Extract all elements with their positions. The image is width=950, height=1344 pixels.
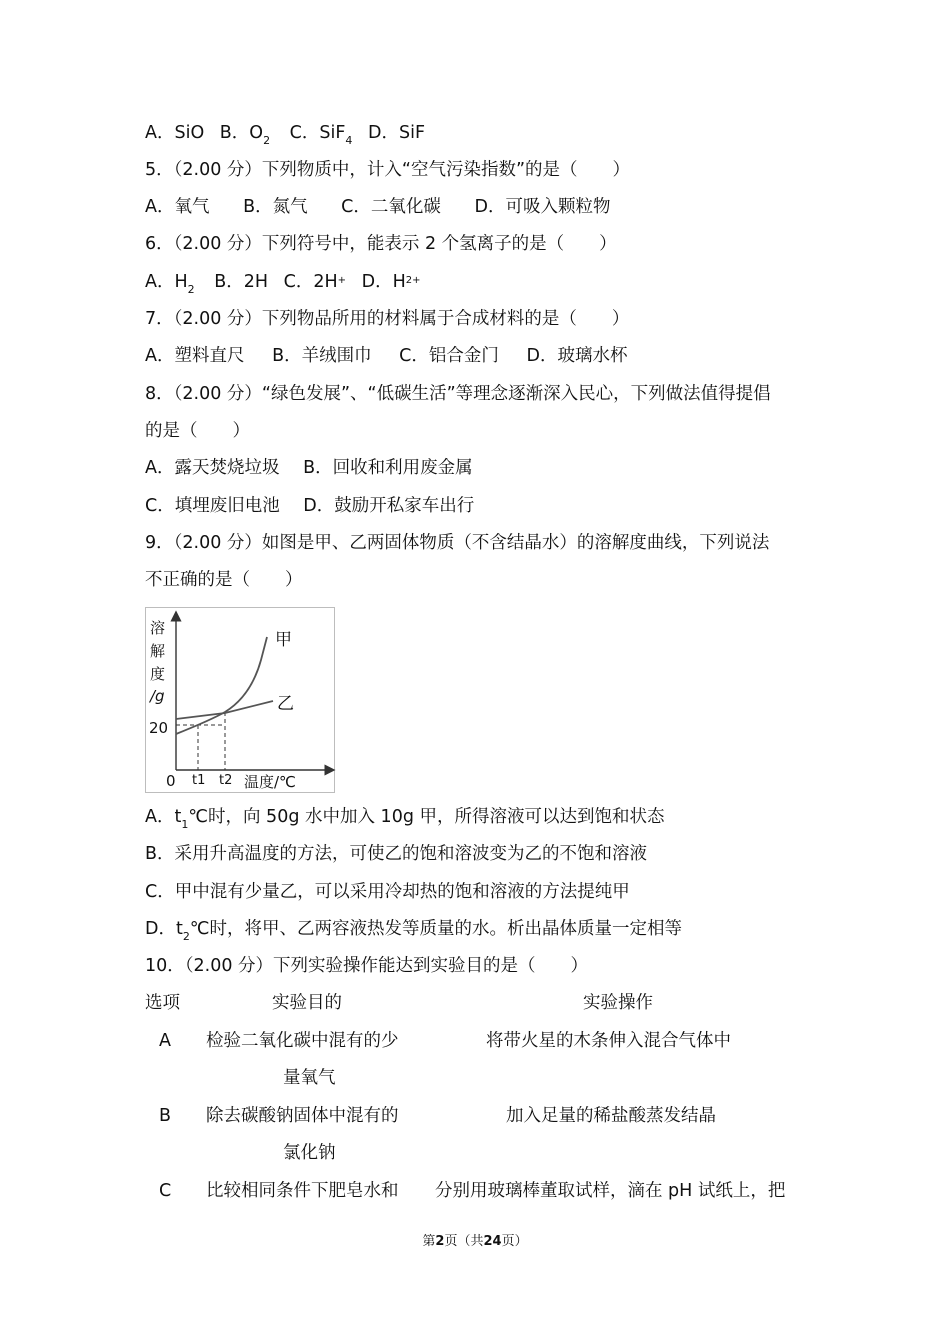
q4-option-b: B．O (219, 123, 264, 143)
q6-option-d-sup: 2+ (405, 275, 421, 286)
q10-row-b-option: B (159, 1106, 172, 1126)
q10-row-b-goal-line2: 氯化钠 (283, 1143, 336, 1163)
x-label: 温度/℃ (244, 773, 296, 791)
q8-option-b: B．回收和利用废金属 (303, 458, 473, 478)
q9-option-d (145, 917, 682, 943)
q10-row-c-operation: 分别用玻璃棒董取试样，滴在 pH 试纸上，把 (435, 1181, 786, 1201)
footer-total-pages: 24 (483, 1234, 502, 1249)
footer-pre: 第 (422, 1234, 436, 1249)
q6-option-a: A．H (145, 272, 188, 292)
q5-option-b: B．氮气 (243, 197, 308, 217)
q10-row-b-goal-line1: 除去碳酸钠固体中混有的 (206, 1106, 399, 1126)
q10-row-c-option: C (159, 1181, 172, 1201)
q9-option-d-pre: D．t (145, 919, 183, 939)
q4-option-a: A．SiO (145, 123, 205, 143)
curve-yi (176, 701, 273, 719)
solubility-curve-svg (146, 608, 336, 794)
q9-option-a-post: ℃时，向 50g 水中加入 10g 甲，所得溶液可以达到饱和状态 (188, 807, 665, 827)
y-label-unit: /g (150, 687, 165, 705)
q7-option-b: B．羊绒围巾 (272, 346, 372, 366)
q6-option-c-sup: + (337, 275, 347, 286)
q7-option-d: D．玻璃水杯 (526, 346, 628, 366)
q7-option-c: C．铝合金门 (399, 346, 499, 366)
q5-options (145, 195, 610, 219)
q8-stem-line1: 8．（2.00 分）“绿色发展”、“低碳生活”等理念逐渐深入民心，下列做法值得提倡 (145, 384, 771, 404)
curve-jia-label: 甲 (275, 630, 292, 650)
q8-option-d: D．鼓励开私家车出行 (303, 496, 475, 516)
q4-option-d: D．SiF (368, 123, 426, 143)
page-footer (0, 1230, 950, 1249)
q6-option-d: D．H (361, 272, 406, 292)
q10-row-c-goal-line1: 比较相同条件下肥皂水和 (206, 1181, 399, 1201)
curve-yi-label: 乙 (277, 694, 294, 714)
q6-stem: 6．（2.00 分）下列符号中，能表示 2 个氢离子的是（ ） (145, 234, 617, 254)
q10-row-a-option: A (159, 1031, 171, 1051)
q9-option-a-sub: 1 (181, 818, 189, 831)
q4-option-c-sub: 4 (345, 134, 353, 147)
q4-option-c: C．SiF (289, 123, 346, 143)
q5-stem: 5．（2.00 分）下列物质中，计入“空气污染指数”的是（ ） (145, 160, 631, 180)
q5-option-c: C．二氧化碳 (341, 197, 441, 217)
q8-options-row1 (145, 456, 473, 480)
q10-header-operation: 实验操作 (583, 993, 653, 1013)
x-tick-t1: t1 (192, 773, 206, 788)
q9-stem-line2: 不正确的是（ ） (145, 570, 303, 590)
q6-option-a-sub: 2 (187, 283, 195, 296)
y-tick-20: 20 (149, 719, 169, 737)
q10-row-a-goal-line1: 检验二氧化碳中混有的少 (206, 1031, 399, 1051)
q4-options (145, 121, 425, 147)
q6-options (145, 270, 420, 297)
y-label-2: 解 (150, 642, 166, 660)
solubility-curve-figure (145, 607, 335, 793)
q5-option-a: A．氧气 (145, 197, 210, 217)
q9-option-d-sub: 2 (182, 930, 190, 943)
q6-option-c: C．2H (283, 272, 338, 292)
footer-mid: 页（共 (444, 1234, 484, 1249)
footer-page-number: 2 (435, 1234, 445, 1249)
q6-option-b: B．2H (214, 272, 269, 292)
q9-option-c: C．甲中混有少量乙，可以采用冷却热的饱和溶液的方法提纯甲 (145, 882, 630, 902)
footer-post: 页） (501, 1234, 528, 1249)
q10-header-option: 选项 (145, 993, 180, 1013)
x-origin: 0 (166, 772, 176, 790)
q10-row-a-goal-line2: 量氧气 (283, 1068, 336, 1088)
q9-option-a (145, 805, 665, 831)
q9-option-d-post: ℃时，将甲、乙两容液热发等质量的水。析出晶体质量一定相等 (189, 919, 682, 939)
y-label-3: 度 (150, 665, 166, 683)
q4-option-b-sub: 2 (263, 134, 271, 147)
y-label-1: 溶 (150, 619, 166, 637)
q5-option-d: D．可吸入颗粒物 (474, 197, 611, 217)
q10-header-goal: 实验目的 (272, 993, 342, 1013)
q7-option-a: A．塑料直尺 (145, 346, 245, 366)
q8-option-c: C．填埋废旧电池 (145, 496, 280, 516)
q10-stem: 10．（2.00 分）下列实验操作能达到实验目的是（ ） (145, 956, 589, 976)
q8-option-a: A．露天焚烧垃圾 (145, 458, 280, 478)
q7-options (145, 344, 627, 368)
q9-option-b: B．采用升高温度的方法，可使乙的饱和溶波变为乙的不饱和溶液 (145, 844, 648, 864)
q10-row-b-operation: 加入足量的稀盐酸蒸发结晶 (506, 1106, 716, 1126)
q9-stem-line1: 9．（2.00 分）如图是甲、乙两固体物质（不含结晶水）的溶解度曲线，下列说法 (145, 533, 770, 553)
q8-options-row2 (145, 494, 474, 518)
q7-stem: 7．（2.00 分）下列物品所用的材料属于合成材料的是（ ） (145, 309, 630, 329)
curve-jia (176, 637, 267, 734)
q9-option-a-pre: A．t (145, 807, 182, 827)
q10-row-a-operation: 将带火星的木条伸入混合气体中 (486, 1031, 731, 1051)
x-tick-t2: t2 (219, 773, 233, 788)
q8-stem-line2: 的是（ ） (145, 421, 250, 441)
